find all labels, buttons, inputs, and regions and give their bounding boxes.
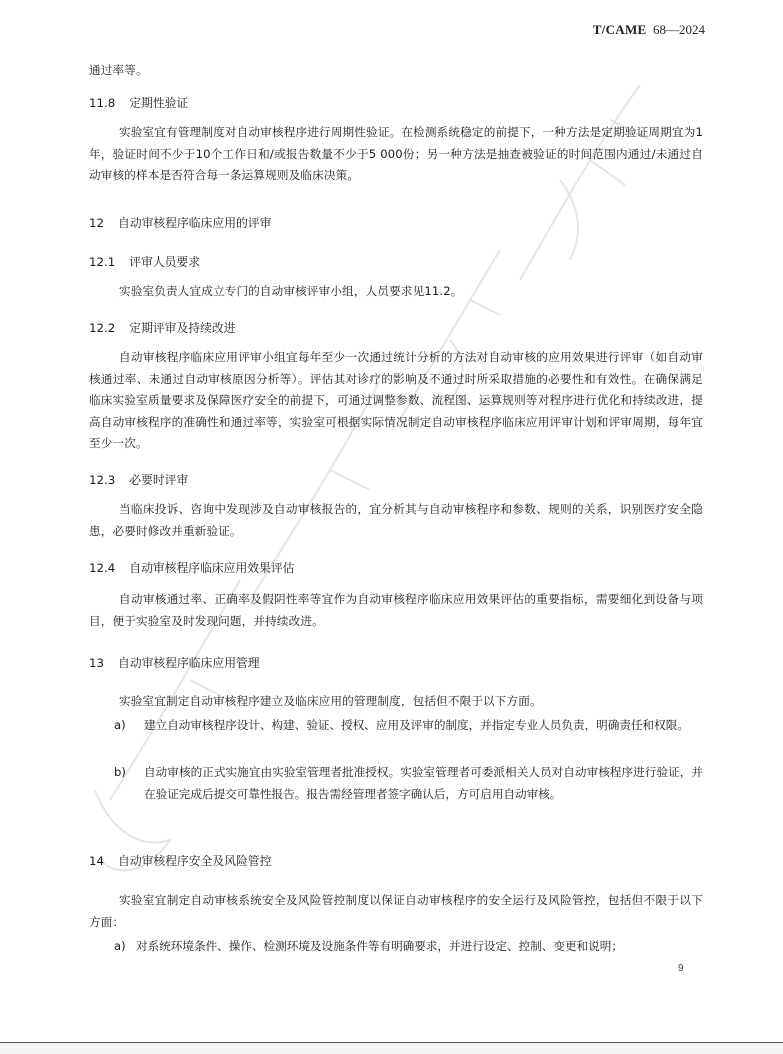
- heading-title: 必要时评审: [129, 473, 189, 487]
- heading-number: 14: [89, 854, 105, 868]
- heading-14: [89, 851, 271, 871]
- list-item: [114, 936, 703, 958]
- heading-12-2: [89, 318, 235, 338]
- heading-12: [89, 213, 271, 233]
- heading-title: 评审人员要求: [129, 255, 201, 269]
- paragraph-review-personnel: 实验室负责人宜成立专门的自动审核评审小组，人员要求见11.2。: [119, 284, 463, 298]
- heading-number: 13: [89, 656, 105, 670]
- heading-13: [89, 653, 260, 673]
- heading-title: 自动审核程序临床应用效果评估: [129, 561, 295, 575]
- standard-code: T/CAME: [592, 22, 647, 37]
- paragraph-continuation: 通过率等。: [89, 63, 148, 77]
- list-item-text: 自动审核的正式实施宜由实验室管理者批准授权。实验室管理者可委派相关人员对自动审核程序进行验证，并在验证完成后提交可靠性报告。报告需经管理者签字确认后，方可启用自动审核。: [144, 765, 703, 801]
- heading-12-1: [89, 252, 200, 272]
- heading-number: 11.8: [89, 96, 116, 110]
- heading-title: 定期评审及持续改进: [129, 321, 236, 335]
- heading-number: 12.1: [89, 255, 116, 269]
- page-number: 9: [678, 963, 684, 974]
- list-marker: b): [114, 765, 126, 779]
- heading-title: 定期性验证: [129, 96, 189, 110]
- list-item-text: 建立自动审核程序设计、构建、验证、授权、应用及评审的制度，并指定专业人员负责，明确责任和权限。: [144, 718, 689, 732]
- heading-title: 自动审核程序临床应用的评审: [118, 216, 272, 230]
- list-marker: a): [114, 939, 126, 953]
- heading-11-8: [89, 93, 188, 113]
- page-header: [593, 22, 705, 38]
- paragraph-management-intro: 实验室宜制定自动审核程序建立及临床应用的管理制度，包括但不限于以下方面。: [119, 694, 542, 708]
- heading-number: 12: [89, 216, 105, 230]
- paragraph-periodic-review: 自动审核程序临床应用评审小组宜每年至少一次通过统计分析的方法对自动审核的应用效果进行评审（如自动审核通过率、未通过自动审核原因分析等）。评估其对诊疗的影响及不通过时所采取措施的必要性和有效性。在确保满足临床实验室质量要求及保障医疗安全的前提下，可通过调整参数、流程图、运算规则等对程序进行优化和持续改进，提高自动审核程序的准确性和通过率等，实验室可根据实际情况制定自动审核程序临床应用评审计划和评审周期，每年宜至少一次。: [89, 350, 703, 450]
- paragraph-security-intro: 实验室宜制定自动审核系统安全及风险管控制度以保证自动审核程序的安全运行及风险管控，包括但不限于以下方面：: [89, 893, 703, 929]
- heading-title: 自动审核程序临床应用管理: [118, 656, 260, 670]
- heading-12-4: [89, 558, 294, 578]
- standard-number: 68—2024: [653, 22, 705, 37]
- heading-number: 12.2: [89, 321, 116, 335]
- heading-number: 12.4: [89, 561, 116, 575]
- heading-title: 自动审核程序安全及风险管控: [118, 854, 272, 868]
- page-bottom-edge: [0, 1042, 783, 1054]
- paragraph-review-when-necessary: 当临床投诉、咨询中发现涉及自动审核报告的，宜分析其与自动审核程序和参数、规则的关系，识别医疗安全隐患，必要时修改并重新验证。: [89, 502, 703, 538]
- heading-12-3: [89, 470, 188, 490]
- list-item: [114, 715, 703, 737]
- list-item: [114, 762, 703, 805]
- list-item-text: 对系统环境条件、操作、检测环境及设施条件等有明确要求，并进行设定、控制、变更和说明；: [136, 939, 623, 953]
- paragraph-periodic-validation: 实验室宜有管理制度对自动审核程序进行周期性验证。在检测系统稳定的前提下，一种方法是定期验证周期宜为1年，验证时间不少于10个工作日和/或报告数量不少于5 000份；另一种方法是抽查被验证的时间范围内通过/未通过自动审核的样本是否符合每一条运算规则及临床决策。: [89, 125, 703, 182]
- paragraph-effect-evaluation: 自动审核通过率、正确率及假阴性率等宜作为自动审核程序临床应用效果评估的重要指标，需要细化到设备与项目，便于实验室及时发现问题，并持续改进。: [89, 592, 703, 628]
- list-marker: a): [114, 718, 126, 732]
- heading-number: 12.3: [89, 473, 116, 487]
